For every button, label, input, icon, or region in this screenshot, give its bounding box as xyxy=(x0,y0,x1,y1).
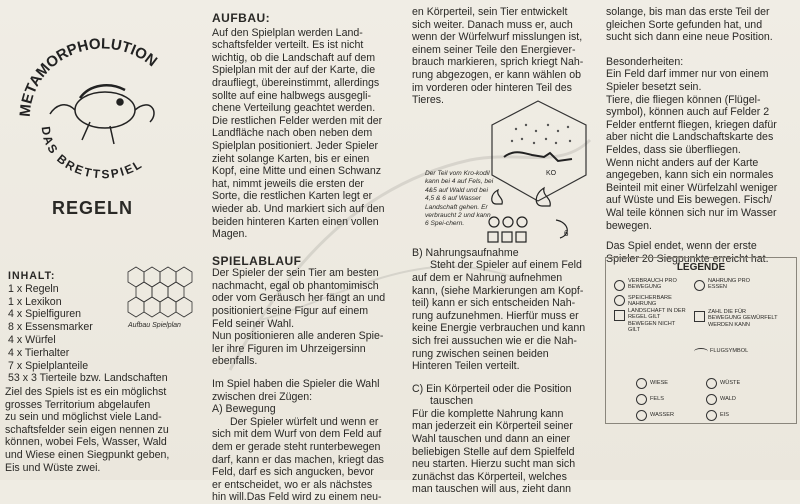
goal-line: und Wiese einen Siegpunkt geben, xyxy=(5,448,170,461)
goal-paragraph xyxy=(5,386,205,474)
text-line: sollte auf eine halbwegs ausgegli- xyxy=(212,89,372,102)
water-icon xyxy=(636,410,647,421)
text-line: aber nicht die Landschaftskarte des xyxy=(606,131,774,144)
text-line: positioniert seine Figur auf einem xyxy=(212,305,369,318)
goal-line: grosses Territorium abgelaufen xyxy=(5,398,151,411)
text-line: Feldes, dass sie überfliegen. xyxy=(606,143,741,156)
text-line: im vorderen oder hinteren Teil des xyxy=(412,81,572,94)
text-line: brauch markieren, sprich kriegt Nah- xyxy=(412,56,584,69)
text-line: sich mit dem Wurf von dem Feld auf xyxy=(212,428,382,441)
contents-item: 7 x Spielplanteile xyxy=(8,359,89,372)
board-layout-diagram xyxy=(118,262,198,322)
goal-line: können, wobei Fels, Wasser, Wald xyxy=(5,436,167,449)
dice-icon xyxy=(516,232,526,242)
text-line: Kopf, eine Mitte und einen Schwanz xyxy=(212,165,382,178)
consumption-icon xyxy=(614,280,625,291)
text-line: Steht der Spieler auf einem Feld xyxy=(430,259,582,272)
water-icon xyxy=(517,217,527,227)
logo-title: METAMORPHOLUTION xyxy=(16,35,161,118)
column-setup xyxy=(212,6,412,504)
text-line: oder vom Geräusch her fängt an und xyxy=(212,292,386,305)
text-line: zieht solange Karten, bis er einen xyxy=(212,152,370,165)
contents-item: 4 x Tierhalter xyxy=(8,346,70,359)
creature-illustration-icon xyxy=(50,85,154,144)
text-line: Spieler 20 Siegpunkte erreicht hat. xyxy=(606,252,769,265)
movement-text xyxy=(212,416,412,504)
text-line: Wenn nicht anders auf der Karte xyxy=(606,156,759,169)
text-line: auf dem er Nahrung aufnehmen xyxy=(412,271,563,284)
text-line: draufliegt, übereinstimmt, allerdings xyxy=(212,76,380,89)
text-line: Das Spiel endet, wenn der erste xyxy=(606,240,757,253)
text-line: symbol), können auch auf Felder 2 xyxy=(606,106,770,119)
dice-icon xyxy=(502,232,512,242)
goal-line: schaftsfelder sein eigen nennen zu xyxy=(5,423,169,436)
legend-food: NAHRUNG PRO ESSEN xyxy=(708,278,750,291)
text-line: wenn der Würfelwurf misslungen ist, xyxy=(412,31,583,44)
text-line: Spielplan mit der auf der Karte, die xyxy=(212,64,376,77)
dice-number-icon xyxy=(694,311,705,322)
goal-line: zu sein und möglichst viele Land- xyxy=(5,411,162,424)
setup-title: AUFBAU: xyxy=(212,11,271,25)
svg-text:METAMORPHOLUTION xyxy=(17,35,161,117)
food-drop-icon xyxy=(536,188,550,206)
contents-item: 4 x Spielfiguren xyxy=(8,308,82,321)
legend-storage: SPEICHERBARE NAHRUNG xyxy=(628,295,672,308)
contents-item: 1 x Lexikon xyxy=(8,295,62,308)
legend-landscape: LANDSCHAFT IN DER REGEL GILT BEWEGEN NICHT GILT xyxy=(628,308,686,334)
legend-ice: EIS xyxy=(720,412,730,418)
legend-number: ZAHL DIE FÜR BEWEGUNG GEWÜRFELT WERDEN KANN xyxy=(708,309,778,328)
forest-icon xyxy=(706,394,717,405)
text-line: Feld, darf es sich angucken, bevor xyxy=(212,466,374,479)
text-line: Die restlichen Felder werden mit der xyxy=(212,114,383,127)
text-line: Der Spieler der sein Tier am besten xyxy=(212,267,379,280)
text-line: Tiere, die fliegen können (Flügel- xyxy=(606,93,761,106)
text-line: rung abgezogen, er kann wählen ob xyxy=(412,68,582,81)
card-icons xyxy=(486,182,586,252)
text-line: gleichen Sorte gefunden hat, und xyxy=(606,18,763,31)
text-line: Ein Feld darf immer nur von einem xyxy=(606,68,769,81)
text-line: man jederzeit ein Körperteil seiner xyxy=(412,420,573,433)
text-line: angegeben, kann sich ein normales xyxy=(606,169,774,182)
legend-desert: WÜSTE xyxy=(720,380,741,386)
text-line: keine Energie verbrauchen und kann xyxy=(412,322,586,335)
text-line: Feld seiner Wahl. xyxy=(212,317,295,330)
text-line: Landfläche nach oben neben dem xyxy=(212,127,373,140)
food-icon xyxy=(694,280,705,291)
text-line: hin will.Das Feld wird zu einem neu- xyxy=(212,491,382,504)
gameplay-title: SPIELABLAUF xyxy=(212,253,302,268)
text-line: beiden hinteren Karten einen vollen xyxy=(212,215,379,228)
text-line: A) Bewegung xyxy=(212,403,276,416)
text-line: sich weiter. Danach muss er, auch xyxy=(412,18,573,31)
logo-subtitle: DAS BRETTSPIEL xyxy=(38,125,146,182)
text-line: ler ihre Figuren im Uhrzeigersinn xyxy=(212,342,366,355)
legend-box xyxy=(605,257,797,424)
text-line: auf Wüste und Eis bewegen. Fisch/ xyxy=(606,194,773,207)
storage-number: 6 xyxy=(564,229,569,238)
text-line: kann, (siehe Markierungen am Kopf- xyxy=(412,284,584,297)
crocodile-note: Der Teil vom Kro-kodil kann bei 4 auf Fels, bei 4&5 auf Wald und bei 4,5 & 6 auf Wasser Landschaft gehen. Er verbraucht 2 und kann 6 Spei-chern. xyxy=(425,170,494,228)
text-line: beliebigen Stelle auf dem Spielfeld xyxy=(412,445,575,458)
legend-water: WASSER xyxy=(650,412,675,418)
setup-text xyxy=(212,27,412,241)
swap-title xyxy=(412,383,602,408)
continued-text xyxy=(412,6,602,107)
legend-consumption: VERBRAUCH PRO BEWEGUNG xyxy=(628,278,677,291)
food-title: B) Nahrungsaufnahme xyxy=(412,246,519,259)
svg-text:DAS BRETTSPIEL xyxy=(39,126,146,182)
gameplay-text xyxy=(212,267,412,368)
food-text xyxy=(412,259,602,372)
continued-text xyxy=(606,6,796,44)
legend-flight: FLUGSYMBOL xyxy=(710,348,749,354)
text-line: Beinteil mit einer Würfelzahl weniger xyxy=(606,181,778,194)
text-line: Auf den Spielplan werden Land- xyxy=(212,26,363,39)
contents-item: 8 x Essensmarker xyxy=(8,321,93,334)
text-line: nachmacht, egal ob phantomimisch xyxy=(212,279,379,292)
text-line: schaftsfelder verteilt. Es ist nicht xyxy=(212,39,364,52)
food-drop-icon xyxy=(492,190,503,204)
text-line: Für die komplette Nahrung kann xyxy=(412,407,564,420)
text-line: neu starten. Hierzu sucht man sich xyxy=(412,458,576,471)
text-line: er entscheidet, wo er als nächstes xyxy=(212,478,373,491)
rock-icon xyxy=(636,394,647,405)
text-line: C) Ein Körperteil oder die Position xyxy=(412,382,572,395)
wing-icon xyxy=(694,348,708,355)
ice-icon xyxy=(706,410,717,421)
text-line: Spieler besetzt sein. xyxy=(606,80,702,93)
text-line: sich frei aussuchen wie er die Nah- xyxy=(412,334,577,347)
text-line: rung zwischen seinen beiden xyxy=(412,347,549,360)
column-special xyxy=(606,6,796,265)
text-line: solange, bis man das erste Teil der xyxy=(606,6,770,18)
special-title: Besonderheiten: xyxy=(606,55,684,68)
text-line: man tauschen will aus, zieht dann xyxy=(412,483,571,496)
text-line: rung aufzunehmen. Hierfür muss er xyxy=(412,309,579,322)
text-line: ebenfalls. xyxy=(212,355,258,368)
text-line: Der Spieler würfelt und wenn er xyxy=(230,415,379,428)
goal-line: Eis und Wüste zwei. xyxy=(5,461,101,474)
contents-item: 1 x Regeln xyxy=(8,282,59,295)
page-title: REGELN xyxy=(52,198,134,218)
text-line: Sorte, die restlichen Karten legt er xyxy=(212,190,373,203)
choice-text xyxy=(212,378,412,416)
legend-rock: FELS xyxy=(650,396,664,402)
text-line: teil) kann er sich entscheiden Nah- xyxy=(412,297,576,310)
rock-icon xyxy=(489,217,499,227)
swap-text xyxy=(412,408,602,496)
text-line: einem seiner Teile den Energiever- xyxy=(412,43,576,56)
text-line: wieder ab. Und markiert sich auf den xyxy=(212,202,385,215)
card-label: KO xyxy=(546,170,557,177)
forest-icon xyxy=(503,217,513,227)
text-line: tauschen xyxy=(430,395,473,408)
text-line: Felder entfernt fliegen, kriegen dafür xyxy=(606,118,777,131)
legend-forest: WALD xyxy=(720,396,736,402)
game-logo xyxy=(10,22,195,187)
text-line: chene Verteilung geachtet werden. xyxy=(212,102,376,115)
contents-item: 4 x Würfel xyxy=(8,333,56,346)
goal-line: Ziel des Spiels ist es ein möglichst xyxy=(5,386,167,398)
text-line: dem er gerade steht runterbewegen xyxy=(212,441,381,453)
text-line: en Körperteil, sein Tier entwickelt xyxy=(412,6,568,18)
text-line: wichtig, ob die Landschaft auf dem xyxy=(212,51,376,64)
legend-meadow: WIESE xyxy=(650,380,669,386)
contents-item: 53 x 3 Tierteile bzw. Landschaften xyxy=(8,372,168,385)
text-line: Magen. xyxy=(212,228,248,241)
text-line: zunächst das Körperteil, welches xyxy=(412,470,567,483)
text-line: Spielplan positioniert. Jeder Spieler xyxy=(212,139,379,152)
meadow-icon xyxy=(636,378,647,389)
special-text xyxy=(606,68,796,232)
crocodile-icon xyxy=(504,152,572,161)
text-line: Im Spiel haben die Spieler die Wahl xyxy=(212,378,380,391)
text-line: hat, nimmt jeweils die ersten der xyxy=(212,177,364,190)
desert-icon xyxy=(706,378,717,389)
text-line: Hinteren Teilen verteilt. xyxy=(412,360,520,373)
text-line: Wal teile können sich nur im Wasser xyxy=(606,206,777,219)
text-line: zwischen drei Zügen: xyxy=(212,390,313,403)
text-line: Tieres. xyxy=(412,94,444,107)
dice-icon xyxy=(488,232,498,242)
storage-icon xyxy=(614,295,625,306)
legend-title: LEGENDE xyxy=(676,262,726,273)
landscape-icon xyxy=(614,310,625,321)
text-line: Wahl tauschen und dann an einer xyxy=(412,433,571,446)
text-line: Nun positionieren alle anderen Spie- xyxy=(212,330,384,343)
board-layout-caption: Aufbau Spielplan xyxy=(128,322,181,329)
text-line: sucht sich dann eine neue Position. xyxy=(606,31,773,44)
text-line: darf, kann er das machen, kriegt das xyxy=(212,453,384,466)
contents-title: INHALT: xyxy=(8,270,56,282)
text-line: bewegen. xyxy=(606,219,652,232)
